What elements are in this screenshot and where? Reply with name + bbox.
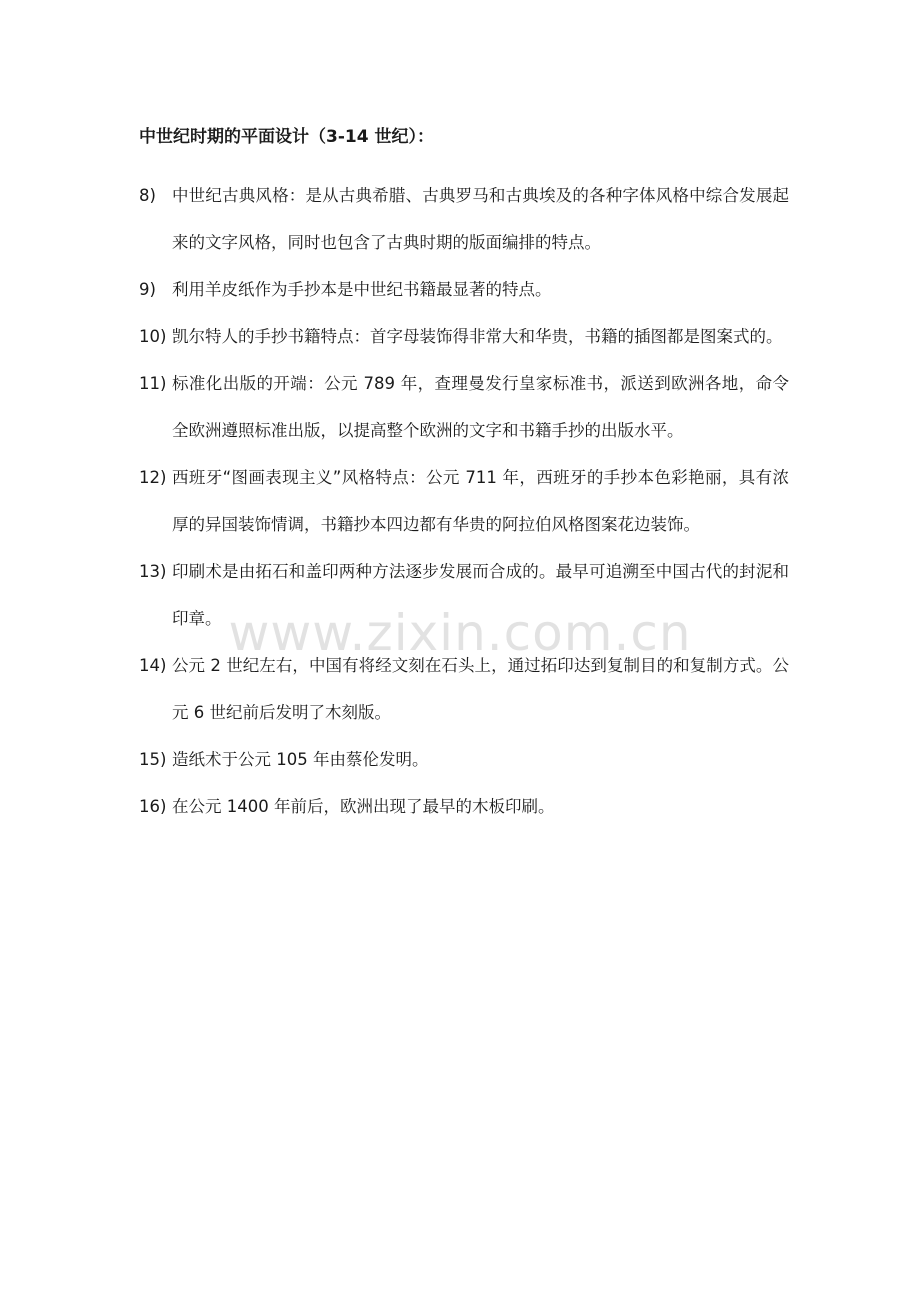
- item-number: 8): [139, 186, 156, 205]
- item-text: 公元 2 世纪左右，中国有将经文刻在石头上，通过拓印达到复制目的和复制方式。公元 6 世纪前后发明了木刻版。: [172, 656, 789, 722]
- item-text: 造纸术于公元 105 年由蔡伦发明。: [172, 750, 429, 769]
- list-item: [139, 783, 789, 830]
- item-number: 13): [139, 562, 167, 581]
- item-number: 10): [139, 327, 167, 346]
- item-text: 标准化出版的开端：公元 789 年，查理曼发行皇家标准书，派送到欧洲各地，命令全欧洲遵照标准出版，以提高整个欧洲的文字和书籍手抄的出版水平。: [172, 374, 789, 440]
- item-number: 14): [139, 656, 167, 675]
- item-text: 中世纪古典风格：是从古典希腊、古典罗马和古典埃及的各种字体风格中综合发展起来的文字风格，同时也包含了古典时期的版面编排的特点。: [172, 186, 789, 252]
- item-number: 9): [139, 280, 156, 299]
- item-text: 利用羊皮纸作为手抄本是中世纪书籍最显著的特点。: [172, 280, 552, 299]
- item-number: 12): [139, 468, 167, 487]
- item-number: 16): [139, 797, 167, 816]
- list-item: [139, 360, 789, 454]
- list-item: [139, 736, 789, 783]
- list-item: [139, 172, 789, 266]
- item-text: 凯尔特人的手抄书籍特点：首字母装饰得非常大和华贵，书籍的插图都是图案式的。: [172, 327, 783, 346]
- item-number: 15): [139, 750, 167, 769]
- list-item: [139, 454, 789, 548]
- item-text: 印刷术是由拓石和盖印两种方法逐步发展而合成的。最早可追溯至中国古代的封泥和印章。: [172, 562, 789, 628]
- numbered-list: [139, 172, 789, 830]
- list-item: [139, 313, 789, 360]
- list-item: [139, 266, 789, 313]
- item-text: 在公元 1400 年前后，欧洲出现了最早的木板印刷。: [172, 797, 555, 816]
- item-text: 西班牙“图画表现主义”风格特点：公元 711 年，西班牙的手抄本色彩艳丽，具有浓厚的异国装饰情调，书籍抄本四边都有华贵的阿拉伯风格图案花边装饰。: [172, 468, 789, 534]
- item-number: 11): [139, 374, 167, 393]
- section-heading: 中世纪时期的平面设计（3-14 世纪）：: [139, 127, 434, 147]
- watermark: www.zixin.com.cn: [228, 604, 692, 662]
